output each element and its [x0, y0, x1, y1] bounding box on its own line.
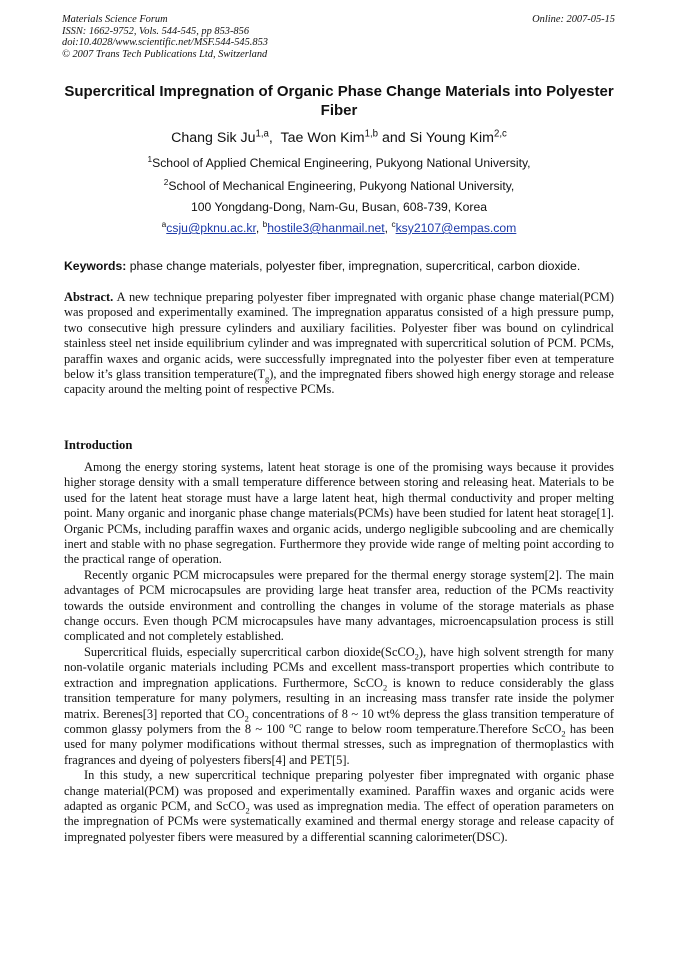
subscript: 2 — [561, 728, 566, 739]
superscript: o — [289, 719, 294, 730]
paragraph-text: In this study, a new supercritical technique preparing polyester fiber impregnated with organic phase change material(PCM) was proposed and experimentally examined. Paraffin waxes and organic acids were adapted as organic PCM, and ScCO — [64, 768, 614, 813]
email-mark: c — [391, 218, 396, 229]
author-name: Tae Won Kim — [280, 130, 365, 146]
abstract-label: Abstract. — [64, 290, 114, 304]
author-list — [0, 130, 678, 146]
email-link[interactable]: ksy2107@empas.com — [395, 221, 517, 235]
paragraph-text: ), have high solvent strength for many non-volatile organic materials including PCMs and excellent mass-transport properties which contribute to extraction and impregnation applications. Furthermore, ScCO — [64, 644, 614, 690]
abstract-text: A new technique preparing polyester fiber impregnated with organic phase change material(PCM) was proposed and experimentally examined. The impregnation apparatus consisted of a high pressure pump, two consecutive high pressure cylinders and auxiliary facilities. Polyester fiber was bound on cylindrical stainless steel net inside equilibrium cylinder and was impregnated with supercritical solution of PCM. PCMs, paraffin waxes and organic acids, were successfully impregnated into the polyester fiber even at temperature below it’s glass transition temperature(T — [64, 290, 614, 382]
affiliation-mark: 2 — [163, 176, 169, 187]
section-heading: Introduction — [64, 438, 133, 452]
paragraph-text: was used as impregnation media. The effect of operation parameters on the impregnation of PCMs were systematically examined and thermal energy storage and release capacity of impregnated polyester fibers were measured by a differential scanning calorimeter(DSC). — [64, 798, 615, 844]
email-list — [0, 218, 678, 235]
abstract — [64, 290, 614, 398]
paragraph-text: is known to reduce considerably the glass transition temperature for many polymers, resulting in an increasing mass transfer rate inside the polymer matrix. Berenes[3] reported that CO — [64, 675, 614, 721]
subscript: 2 — [382, 682, 388, 693]
abstract-text: ), and the impregnated fibers showed high energy storage and release capacity around the melting point of respective PCMs. — [64, 367, 614, 397]
author-name: Chang Sik Ju — [171, 130, 256, 146]
affiliation-address: 100 Yongdang-Dong, Nam-Gu, Busan, 608-739, Korea — [190, 200, 488, 214]
affiliation-2 — [0, 176, 678, 193]
paragraph-text: Supercritical fluids, especially supercritical carbon dioxide(ScCO — [84, 644, 415, 659]
keywords — [64, 259, 616, 273]
issn-line: ISSN: 1662-9752, Vols. 544-545, pp 853-856 — [62, 25, 250, 37]
online-date: Online: 2007-05-15 — [532, 14, 615, 25]
keywords-text: phase change materials, polyester fiber, impregnation, supercritical, carbon dioxide. — [126, 259, 581, 273]
doi-line: doi:10.4028/www.scientific.net/MSF.544-545.853 — [62, 37, 268, 49]
email-separator: , — [255, 221, 263, 235]
author-separator: , — [268, 130, 281, 146]
paper-title: Supercritical Impregnation of Organic Phase Change Materials into Polyester Fiber — [64, 83, 614, 119]
email-separator: , — [384, 221, 392, 235]
author-separator: and — [378, 130, 410, 146]
journal-name: Materials Science Forum — [62, 14, 168, 25]
email-link[interactable]: csju@pknu.ac.kr — [166, 221, 256, 235]
abstract-subscript: g — [265, 373, 270, 384]
subscript: 2 — [414, 651, 419, 662]
publication-info — [62, 14, 268, 60]
paragraph: Recently organic PCM microcapsules were prepared for the thermal energy storage system[2]. The main advantages of PCM microcapsules are providing large heat transfer area, reduction of the PCMs reactivity towards the outside environment and controlling the changes in volume of the storage materials as phase change occurs. Even though PCM microcapsules have many advantages, microencapsulation process is still complicated and not completely established. — [64, 567, 614, 644]
keywords-label: Keywords: — [64, 259, 127, 273]
copyright-line: © 2007 Trans Tech Publications Ltd, Switzerland — [62, 48, 268, 60]
author-affiliation-mark: 1,a — [255, 128, 269, 140]
introduction-body — [64, 460, 614, 845]
paragraph: Among the energy storing systems, latent heat storage is one of the promising ways because it provides higher storage density with a small temperature difference between storing and releasing heat. Materials to be used for the latent heat storage must have a large latent heat, high thermal conductivity and proper melting point. Many organic and inorganic phase change materials(PCMs) have been studied for latent heat storage[1]. Organic PCMs, including paraffin waxes and organic acids, undergo negligible subcooling and are chemically inert and stable with no phase segregation. Furthermore they provide wide range of melting point according to the practical range of operation. — [64, 460, 614, 567]
author-affiliation-mark: 1,b — [364, 128, 379, 140]
email-link[interactable]: hostile3@hanmail.net — [267, 221, 385, 235]
affiliation-1 — [0, 153, 678, 170]
affiliation-text: School of Applied Chemical Engineering, Pukyong National University, — [152, 156, 531, 170]
author-affiliation-mark: 2,c — [493, 128, 507, 140]
affiliation-mark: 1 — [147, 153, 153, 164]
paragraph-text: concentrations of 8 ~ 10 wt% depress the glass transition temperature of common glassy polymers from the 8 ~ 100 — [64, 706, 614, 736]
subscript: 2 — [244, 712, 249, 723]
author-name: Si Young Kim — [409, 130, 494, 146]
email-mark: a — [161, 218, 167, 229]
paragraph-text: C range to below room temperature.Therefore ScCO — [293, 721, 562, 736]
affiliation-text: School of Mechanical Engineering, Pukyong National University, — [168, 179, 515, 193]
paragraph-text: has been used for many polymer modifications without thermal stresses, such as impregnation of thermoplastics with fragrances and dyeing of polyesters fibers[4] and PET[5]. — [64, 721, 614, 767]
paragraph — [64, 768, 614, 845]
subscript: 2 — [245, 805, 250, 816]
paragraph — [64, 645, 614, 768]
email-mark: b — [262, 218, 268, 229]
